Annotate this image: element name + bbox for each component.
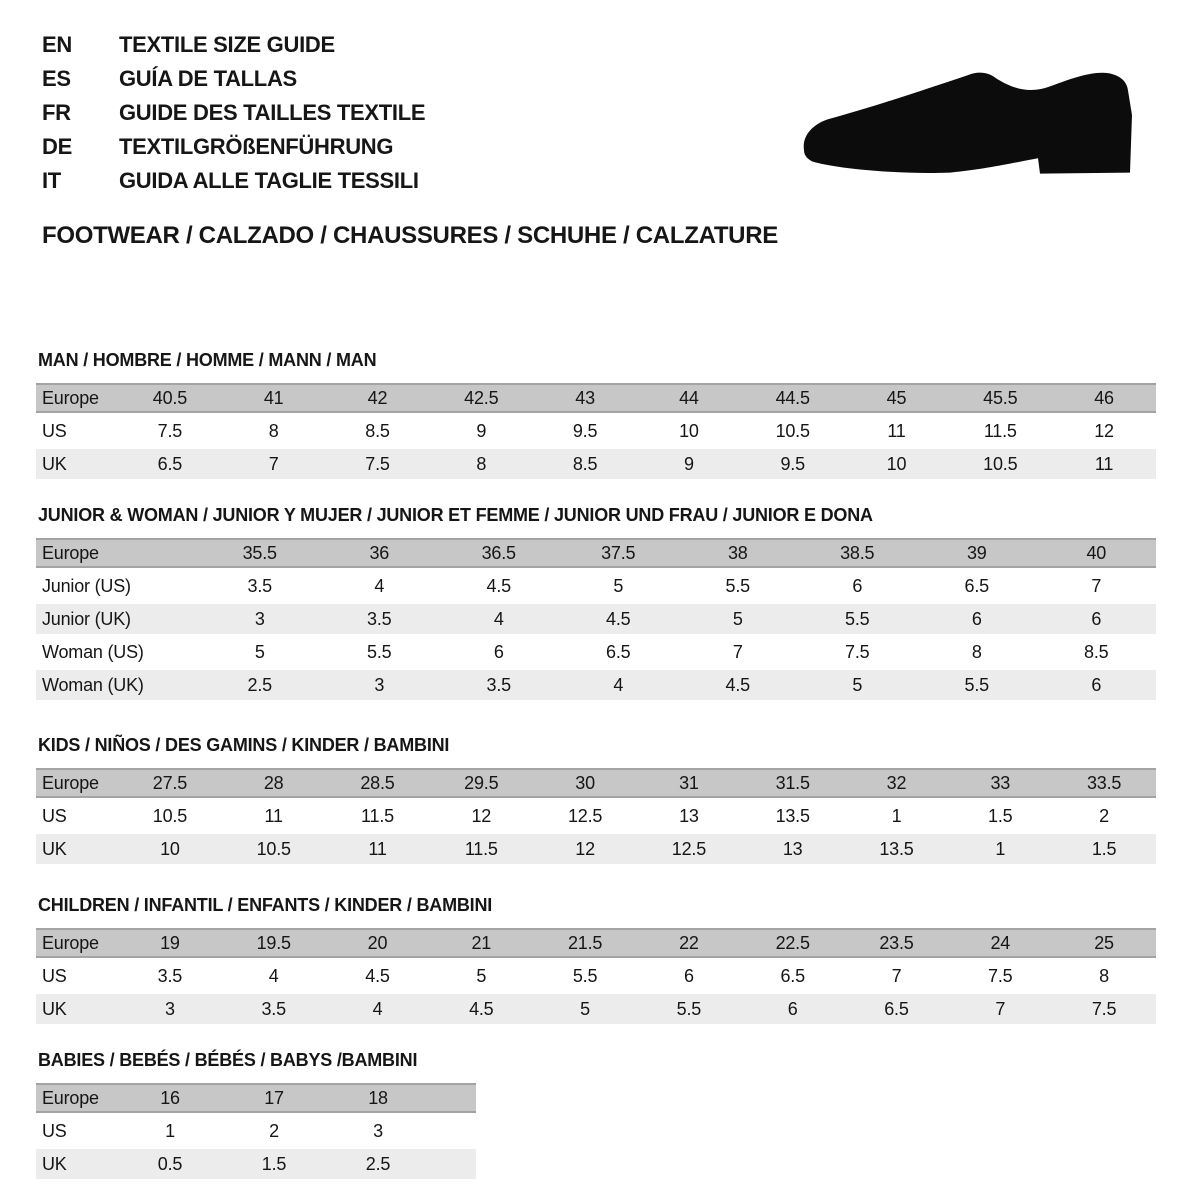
size-value: 16 — [160, 1087, 180, 1108]
size-value: 12 — [1094, 420, 1114, 441]
size-value: 10.5 — [983, 453, 1018, 474]
size-value: 8.5 — [572, 453, 598, 474]
size-value: 4.5 — [469, 998, 494, 1019]
lang-code-en: EN — [42, 32, 72, 57]
guide-title-it: GUIDA ALLE TAGLIE TESSILI — [119, 168, 419, 193]
size-value: 1.5 — [261, 1153, 287, 1174]
lang-row-es — [42, 62, 425, 96]
size-value: 6.5 — [780, 965, 805, 986]
size-value: 40.5 — [152, 387, 188, 408]
size-value: 25 — [1094, 932, 1114, 953]
row-label: UK — [42, 453, 67, 474]
table-row-children-uk — [36, 994, 1156, 1024]
size-section-children — [36, 895, 1156, 1024]
row-label: US — [42, 965, 67, 986]
size-value: 38.5 — [840, 542, 875, 563]
table-row-children-us — [36, 961, 1156, 991]
shoe-icon — [800, 70, 1140, 188]
size-table-children — [36, 928, 1156, 1024]
size-value: 6 — [1091, 608, 1102, 629]
lang-code-de: DE — [42, 134, 72, 159]
size-value: 4.5 — [725, 674, 750, 695]
row-label: US — [42, 805, 67, 826]
size-value: 7 — [1091, 575, 1102, 596]
size-value: 8.5 — [365, 420, 390, 441]
table-row-kids-uk — [36, 834, 1156, 864]
row-label: Europe — [42, 932, 99, 953]
size-value: 27.5 — [152, 772, 188, 793]
size-value: 5 — [580, 998, 590, 1019]
size-value: 30 — [575, 772, 595, 793]
lang-row-it — [42, 164, 425, 198]
size-value: 44 — [679, 387, 699, 408]
table-row-junior-woman-woman-uk — [36, 670, 1156, 700]
size-value: 9.5 — [572, 420, 598, 441]
size-value: 2.5 — [365, 1153, 391, 1174]
size-value: 37.5 — [601, 542, 636, 563]
size-value: 3.5 — [261, 998, 286, 1019]
size-value: 13.5 — [775, 805, 810, 826]
guide-title-es: GUÍA DE TALLAS — [119, 66, 297, 91]
table-row-junior-woman-junior-us — [36, 571, 1156, 601]
table-row-man-uk — [36, 449, 1156, 479]
size-value: 35.5 — [242, 542, 277, 563]
size-value: 7 — [268, 453, 279, 474]
size-value: 6 — [1091, 674, 1102, 695]
size-value: 10.5 — [152, 805, 188, 826]
size-value: 22 — [679, 932, 699, 953]
size-tables-container — [36, 350, 1156, 1182]
size-value: 5 — [732, 608, 743, 629]
size-value: 10 — [886, 453, 907, 474]
size-value: 6.5 — [157, 453, 183, 474]
size-value: 6 — [787, 998, 798, 1019]
size-value: 8 — [476, 453, 487, 474]
size-value: 11 — [368, 838, 387, 859]
lang-row-de — [42, 130, 425, 164]
size-value: 11.5 — [361, 805, 394, 826]
section-title-babies: BABIES / BEBÉS / BÉBÉS / BABYS /BAMBINI — [38, 1050, 418, 1070]
row-label: Woman (US) — [42, 641, 144, 662]
row-label: Europe — [42, 542, 99, 563]
size-value: 28 — [263, 772, 284, 793]
table-row-man-us — [36, 416, 1156, 446]
row-label: US — [42, 420, 67, 441]
size-value: 33.5 — [1086, 772, 1122, 793]
size-value: 0.5 — [157, 1153, 183, 1174]
size-section-babies — [36, 1050, 1156, 1179]
size-value: 7 — [995, 998, 1006, 1019]
table-row-babies-europe — [36, 1083, 476, 1113]
size-table-man — [36, 383, 1156, 479]
size-value: 32 — [886, 772, 907, 793]
size-value: 3.5 — [247, 575, 272, 596]
size-value: 7 — [891, 965, 902, 986]
guide-title-en: TEXTILE SIZE GUIDE — [119, 32, 335, 57]
size-value: 5.5 — [725, 575, 750, 596]
size-value: 12 — [471, 805, 492, 826]
size-value: 23.5 — [879, 932, 914, 953]
size-value: 36 — [369, 542, 390, 563]
size-value: 43 — [575, 387, 595, 408]
size-value: 9 — [683, 453, 694, 474]
size-value: 6 — [683, 965, 694, 986]
row-label: Junior (UK) — [42, 608, 131, 629]
size-value: 18 — [368, 1087, 388, 1108]
size-value: 3.5 — [486, 674, 511, 695]
row-label: US — [42, 1120, 67, 1141]
size-value: 11 — [264, 805, 283, 826]
size-value: 10 — [679, 420, 699, 441]
size-value: 5 — [254, 641, 265, 662]
size-value: 4.5 — [486, 575, 511, 596]
size-value: 19.5 — [256, 932, 291, 953]
size-value: 2.5 — [247, 674, 272, 695]
section-title-children: CHILDREN / INFANTIL / ENFANTS / KINDER / BAMBINI — [38, 895, 493, 915]
table-row-kids-us — [36, 801, 1156, 831]
size-value: 19 — [160, 932, 180, 953]
row-label: Europe — [42, 1087, 99, 1108]
category-line: FOOTWEAR / CALZADO / CHAUSSURES / SCHUHE / CALZATURE — [42, 222, 778, 249]
size-value: 21 — [471, 932, 492, 953]
size-value: 5 — [852, 674, 863, 695]
lang-row-fr — [42, 96, 425, 130]
size-value: 10.5 — [256, 838, 291, 859]
size-value: 7.5 — [157, 420, 183, 441]
row-label: Europe — [42, 387, 99, 408]
size-value: 6.5 — [884, 998, 909, 1019]
size-value: 42.5 — [464, 387, 499, 408]
size-value: 17 — [264, 1087, 284, 1108]
size-table-babies — [36, 1083, 476, 1179]
size-value: 3.5 — [157, 965, 183, 986]
size-value: 13.5 — [879, 838, 914, 859]
size-value: 3.5 — [367, 608, 392, 629]
language-title-list — [42, 28, 425, 198]
size-value: 4 — [613, 674, 624, 695]
size-value: 8 — [971, 641, 982, 662]
size-value: 11 — [1094, 453, 1114, 474]
size-value: 4 — [372, 998, 383, 1019]
size-table-kids — [36, 768, 1156, 864]
size-value: 6 — [971, 608, 982, 629]
row-label: UK — [42, 998, 67, 1019]
size-value: 2 — [1099, 805, 1109, 826]
size-value: 24 — [990, 932, 1011, 953]
row-label: Woman (UK) — [42, 674, 144, 695]
size-value: 11.5 — [464, 838, 498, 859]
table-row-junior-woman-junior-uk — [36, 604, 1156, 634]
size-value: 36.5 — [481, 542, 516, 563]
size-value: 7.5 — [988, 965, 1013, 986]
size-value: 33 — [990, 772, 1011, 793]
size-value: 6.5 — [964, 575, 989, 596]
lang-code-it: IT — [42, 168, 61, 193]
table-row-babies-us — [36, 1116, 476, 1146]
size-value: 3 — [254, 608, 265, 629]
size-value: 31.5 — [775, 772, 810, 793]
size-value: 45.5 — [983, 387, 1018, 408]
size-value: 1 — [995, 838, 1006, 859]
row-label: UK — [42, 1153, 67, 1174]
size-value: 12.5 — [567, 805, 603, 826]
size-value: 11.5 — [983, 420, 1017, 441]
size-table-junior-woman — [36, 538, 1156, 700]
size-section-junior-woman — [36, 505, 1156, 700]
size-value: 9.5 — [780, 453, 805, 474]
size-value: 7.5 — [845, 641, 870, 662]
lang-row-en — [42, 28, 425, 62]
section-title-man: MAN / HOMBRE / HOMME / MANN / MAN — [38, 350, 377, 370]
size-value: 20 — [367, 932, 388, 953]
size-value: 5 — [613, 575, 624, 596]
section-title-junior-woman: JUNIOR & WOMAN / JUNIOR Y MUJER / JUNIOR ET FEMME / JUNIOR UND FRAU / JUNIOR E DONA — [38, 505, 873, 525]
size-value: 3 — [373, 1120, 383, 1141]
size-value: 39 — [966, 542, 987, 563]
row-label: Europe — [42, 772, 99, 793]
section-title-kids: KIDS / NIÑOS / DES GAMINS / KINDER / BAMBINI — [38, 735, 450, 755]
size-value: 41 — [263, 387, 284, 408]
size-value: 13 — [679, 805, 699, 826]
table-row-man-europe — [36, 383, 1156, 413]
lang-code-fr: FR — [42, 100, 71, 125]
size-value: 6 — [852, 575, 863, 596]
size-value: 38 — [727, 542, 748, 563]
table-row-babies-uk — [36, 1149, 476, 1179]
size-value: 11 — [887, 420, 906, 441]
size-value: 6.5 — [606, 641, 631, 662]
size-value: 1 — [165, 1120, 175, 1141]
size-value: 31 — [679, 772, 699, 793]
size-value: 8 — [268, 420, 279, 441]
row-label: UK — [42, 838, 67, 859]
row-label: Junior (US) — [42, 575, 131, 596]
size-value: 1.5 — [988, 805, 1013, 826]
lang-code-es: ES — [42, 66, 71, 91]
size-value: 4 — [493, 608, 504, 629]
table-row-junior-woman-woman-us — [36, 637, 1156, 667]
size-value: 9 — [476, 420, 487, 441]
size-value: 1.5 — [1091, 838, 1117, 859]
size-value: 4.5 — [365, 965, 390, 986]
size-value: 8 — [1099, 965, 1109, 986]
size-value: 2 — [269, 1120, 279, 1141]
size-value: 28.5 — [360, 772, 395, 793]
size-value: 5.5 — [964, 674, 989, 695]
size-value: 40 — [1086, 542, 1107, 563]
size-value: 42 — [367, 387, 388, 408]
size-value: 21.5 — [567, 932, 603, 953]
size-section-kids — [36, 735, 1156, 864]
size-value: 4 — [268, 965, 279, 986]
size-value: 10.5 — [775, 420, 810, 441]
size-value: 12.5 — [671, 838, 706, 859]
size-value: 13 — [782, 838, 803, 859]
size-value: 5.5 — [845, 608, 870, 629]
guide-title-fr: GUIDE DES TAILLES TEXTILE — [119, 100, 426, 125]
size-value: 7 — [732, 641, 743, 662]
size-value: 7.5 — [365, 453, 390, 474]
size-value: 45 — [886, 387, 907, 408]
size-value: 4 — [374, 575, 385, 596]
size-value: 1 — [891, 805, 902, 826]
size-value: 44.5 — [775, 387, 810, 408]
size-value: 4.5 — [606, 608, 631, 629]
size-value: 5.5 — [676, 998, 702, 1019]
size-value: 7.5 — [1091, 998, 1117, 1019]
size-value: 22.5 — [775, 932, 810, 953]
size-value: 8.5 — [1084, 641, 1109, 662]
table-row-children-europe — [36, 928, 1156, 958]
guide-title-de: TEXTILGRÖßENFÜHRUNG — [119, 134, 394, 159]
size-section-man — [36, 350, 1156, 479]
size-value: 5 — [476, 965, 487, 986]
table-row-junior-woman-europe — [36, 538, 1156, 568]
size-value: 10 — [160, 838, 180, 859]
size-value: 3 — [164, 998, 175, 1019]
size-value: 29.5 — [464, 772, 499, 793]
size-value: 3 — [374, 674, 385, 695]
table-row-kids-europe — [36, 768, 1156, 798]
size-value: 46 — [1094, 387, 1114, 408]
size-value: 6 — [493, 641, 504, 662]
size-value: 12 — [575, 838, 595, 859]
size-value: 5.5 — [367, 641, 392, 662]
size-value: 5.5 — [572, 965, 598, 986]
